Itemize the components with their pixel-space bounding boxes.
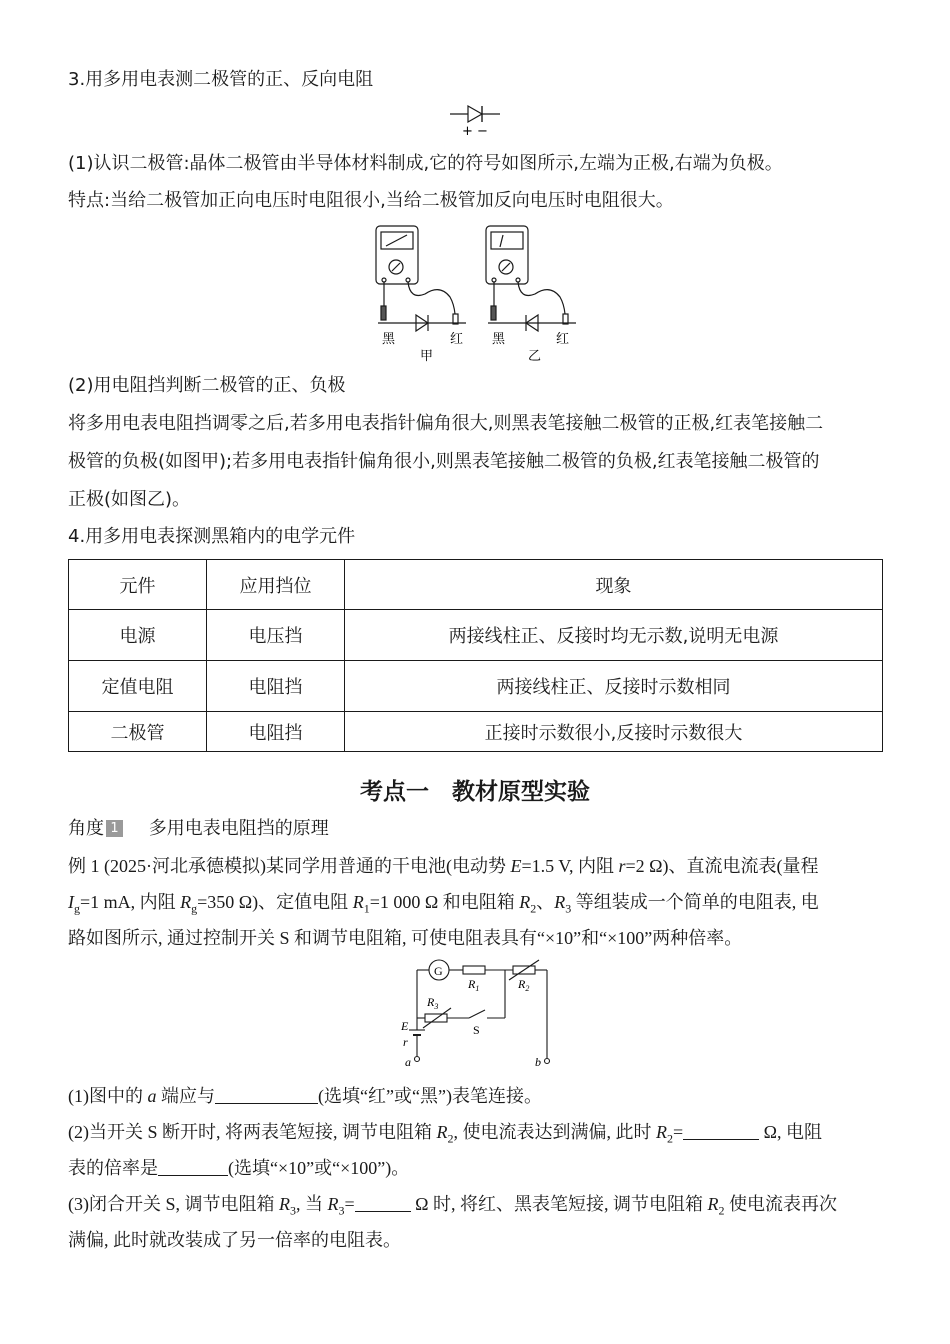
internal-resistance-label: r <box>403 1035 408 1049</box>
table-header: 应用挡位 <box>207 560 345 610</box>
table-header: 元件 <box>69 560 207 610</box>
para-diode-intro: (1)认识二极管:晶体二极管由半导体材料制成,它的符号如图所示,左端为正极,右端为负极。 <box>68 153 783 174</box>
black-lead-label-right: 黑 <box>492 332 506 347</box>
table-cell: 两接线柱正、反接时均无示数,说明无电源 <box>345 610 883 661</box>
answer-blank-1[interactable] <box>215 1085 318 1104</box>
diode-polarity-label: + − <box>462 124 488 138</box>
figure-caption-yi: 乙 <box>528 349 542 364</box>
table-cell: 正接时示数很小,反接时示数很大 <box>345 712 883 752</box>
heading-4: 4.用多用电表探测黑箱内的电学元件 <box>68 526 356 547</box>
emf-label: E <box>401 1019 409 1033</box>
table-cell: 电源 <box>69 610 207 661</box>
table-row <box>69 610 883 661</box>
table-header-row <box>69 560 883 610</box>
black-lead-label-left: 黑 <box>382 332 396 347</box>
circuit-diagram <box>395 958 560 1070</box>
example-line2: $I_g=1$ mA, 内阻 $R_g=350$ Ω)、定值电阻 $R_1=1$ 000 Ω 和电阻箱 $R_2$、$R_3$ 等组装成一个简单的电阻表, 电 <box>68 892 819 916</box>
para-method-line2: 极管的负极(如图甲);若多用电表指针偏角很小,则黑表笔接触二极管的负极,红表笔接触二极管的 <box>68 451 820 472</box>
para-judge-polarity: (2)用电阻挡判断二极管的正、负极 <box>68 375 346 396</box>
example-line1: 例 1 (2025·河北承德模拟)某同学用普通的干电池(电动势 E=1.5 V, 内阻 r=2 Ω)、直流电流表(量程 <box>68 856 819 876</box>
switch-s <box>469 1010 485 1018</box>
red-lead-label-right: 红 <box>556 332 570 347</box>
galvanometer-label: G <box>434 964 443 978</box>
switch-label: S <box>473 1023 480 1037</box>
angle-prefix: 角度 <box>68 818 104 839</box>
question-3-line2: 满偏, 此时就改装成了另一倍率的电阻表。 <box>68 1230 401 1250</box>
question-2-line2: 表的倍率是 (选填“×10”或“×100”)。 <box>68 1158 410 1178</box>
angle-heading <box>68 810 329 848</box>
example-label: 例 1 <box>68 856 100 876</box>
para-diode-feature: 特点:当给二极管加正向电压时电阻很小,当给二极管加反向电压时电阻很大。 <box>68 190 674 211</box>
angle-number-badge: 1 <box>106 820 123 837</box>
terminal-b-label: b <box>535 1055 541 1069</box>
table-cell: 二极管 <box>69 712 207 752</box>
r1-label: $R_1$ <box>468 977 480 993</box>
angle-title: 多用电表电阻挡的原理 <box>148 818 329 839</box>
table-cell: 两接线柱正、反接时示数相同 <box>345 661 883 712</box>
black-box-table <box>68 559 883 752</box>
section-title: 考点一 教材原型实验 <box>360 779 590 805</box>
r2-label: $R_2$ <box>518 977 530 993</box>
multimeter-left <box>376 226 466 331</box>
red-lead-label-left: 红 <box>450 332 464 347</box>
answer-blank-2a[interactable] <box>683 1121 759 1140</box>
table-row <box>69 661 883 712</box>
para-method-line3: 正极(如图乙)。 <box>68 489 191 510</box>
example-line3: 路如图所示, 通过控制开关 S 和调节电阻箱, 可使电阻表具有“×10”和“×100”两种倍率。 <box>68 928 743 948</box>
heading-3: 3.用多用电表测二极管的正、反向电阻 <box>68 69 374 90</box>
r3-resistor-box <box>425 1014 447 1022</box>
table-row <box>69 712 883 752</box>
answer-blank-3[interactable] <box>355 1193 411 1212</box>
table-cell: 电压挡 <box>207 610 345 661</box>
table-cell: 定值电阻 <box>69 661 207 712</box>
diode-symbol-figure <box>448 100 504 138</box>
figure-caption-jia: 甲 <box>420 349 434 364</box>
multimeter-right <box>486 226 576 331</box>
terminal-a-label: a <box>405 1055 411 1069</box>
r3-label: $R_3$ <box>427 995 439 1011</box>
question-2-line1: (2)当开关 S 断开时, 将两表笔短接, 调节电阻箱 $R_2$, 使电流表达到满偏, 此时 $R_2= \Omega$, 电阻 <box>68 1122 823 1146</box>
para-method-line1: 将多用电表电阻挡调零之后,若多用电表指针偏角很大,则黑表笔接触二极管的正极,红表笔接触二 <box>68 413 824 434</box>
question-1: (1)图中的 a 端应与 (选填“红”或“黑”)表笔连接。 <box>68 1086 542 1106</box>
answer-blank-2b[interactable] <box>158 1157 228 1176</box>
multimeter-figure <box>370 222 590 367</box>
r1-resistor <box>463 966 485 974</box>
table-cell: 电阻挡 <box>207 661 345 712</box>
table-cell: 电阻挡 <box>207 712 345 752</box>
table-header: 现象 <box>345 560 883 610</box>
question-3-line1: (3)闭合开关 S, 调节电阻箱 $R_3$, 当 $R_3= \Omega$ 时, 将红、黑表笔短接, 调节电阻箱 $R_2$ 使电流表再次 <box>68 1194 838 1218</box>
